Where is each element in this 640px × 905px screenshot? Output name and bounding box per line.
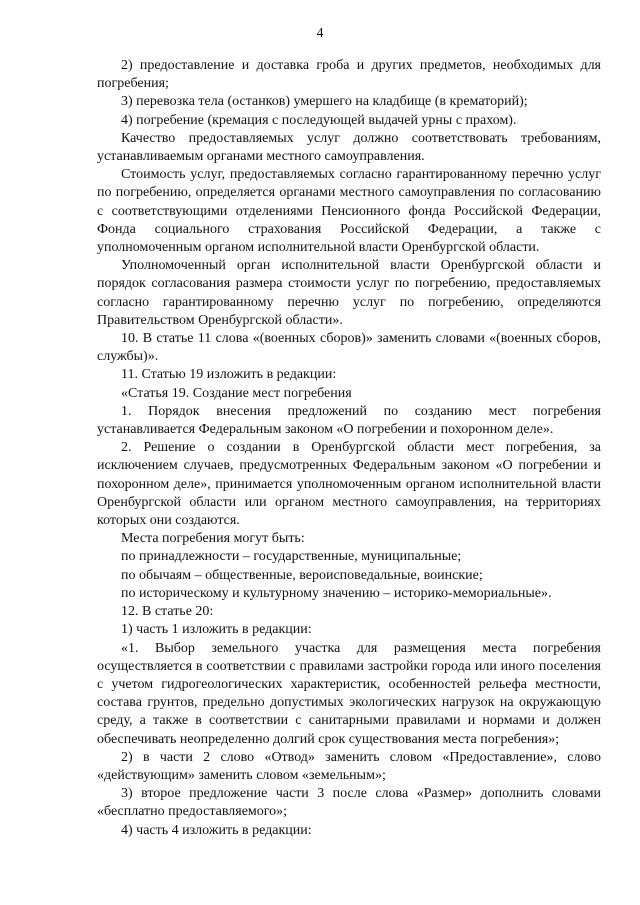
paragraph-item-3: 3) перевозка тела (останков) умершего на кладбище (в крематорий);	[121, 94, 528, 110]
paragraph-part-3-change: 3) второе предложение части 3 после слова «Размер» дополнить словами «бесплатно предоставляемого»;	[97, 786, 601, 820]
paragraph-part-4-header: 4) часть 4 изложить в редакции:	[121, 822, 312, 838]
document-body	[97, 57, 601, 840]
paragraph-cost: Стоимость услуг, предоставляемых согласно гарантированному перечню услуг по погребению, определяется органами местного самоуправления по согласованию с соответствующими отделениями Пенсионного фонда Российской Федерации, Фонда социального страхования Российской Федерации, а также с уполномоченным органом исполнительной власти Оренбургской области.	[97, 167, 601, 256]
paragraph-item-4: 4) погребение (кремация с последующей выдачей урны с прахом).	[121, 112, 517, 128]
paragraph-burial-places: Места погребения могут быть:	[121, 531, 305, 547]
paragraph-article-19-part-1: 1. Порядок внесения предложений по созданию мест погребения устанавливается Федеральным законом «О погребении и похоронном деле».	[97, 403, 601, 438]
paragraph-item-2: 2) предоставление и доставка гроба и других предметов, необходимых для погребения;	[97, 58, 601, 92]
paragraph-point-12: 12. В статье 20:	[121, 604, 214, 620]
paragraph-part-1-header: 1) часть 1 изложить в редакции:	[121, 622, 312, 638]
paragraph-quality: Качество предоставляемых услуг должно соответствовать требованиям, устанавливаемым органами местного самоуправления.	[97, 130, 601, 165]
paragraph-by-history: по историческому и культурному значению – историко-мемориальные».	[121, 585, 552, 601]
paragraph-by-ownership: по принадлежности – государственные, муниципальные;	[121, 549, 462, 565]
paragraph-authorized-body: Уполномоченный орган исполнительной власти Оренбургской области и порядок согласования размера стоимости услуг по погребению, предоставляемых согласно гарантированному перечню услуг по погребению, определяются Правительством Оренбургской области».	[97, 258, 601, 328]
paragraph-point-10: 10. В статье 11 слова «(военных сборов)» заменить словами «(военных сборов, службы)».	[97, 331, 601, 365]
paragraph-article-19-title: «Статья 19. Создание мест погребения	[121, 385, 352, 401]
paragraph-by-customs: по обычаям – общественные, вероисповедальные, воинские;	[121, 567, 483, 583]
paragraph-part-2-change: 2) в части 2 слово «Отвод» заменить словом «Предоставление», слово «действующим» заменить словом «земельным»;	[97, 749, 601, 783]
paragraph-point-11: 11. Статью 19 изложить в редакции:	[121, 367, 337, 383]
paragraph-article-19-part-2: 2. Решение о создании в Оренбургской области мест погребения, за исключением случаев, предусмотренных Федеральным законом «О погребении и похоронном деле», принимается уполномоченным органом исполнительной власти Оренбургской области или органом местного самоуправления, на территориях которых они создаются.	[97, 440, 601, 529]
page-number: 4	[316, 26, 324, 41]
paragraph-part-1-text: «1. Выбор земельного участка для размещения места погребения осуществляется в соответствии с правилами застройки города или иного поселения с учетом гидрогеологических характеристик, особенностей рельефа местности, состава грунтов, предельно допустимых экологических нагрузок на окружающую среду, а также в соответствии с санитарными правилами и нормами и должен обеспечивать неопределенно долгий срок существования места погребения»;	[97, 640, 601, 747]
